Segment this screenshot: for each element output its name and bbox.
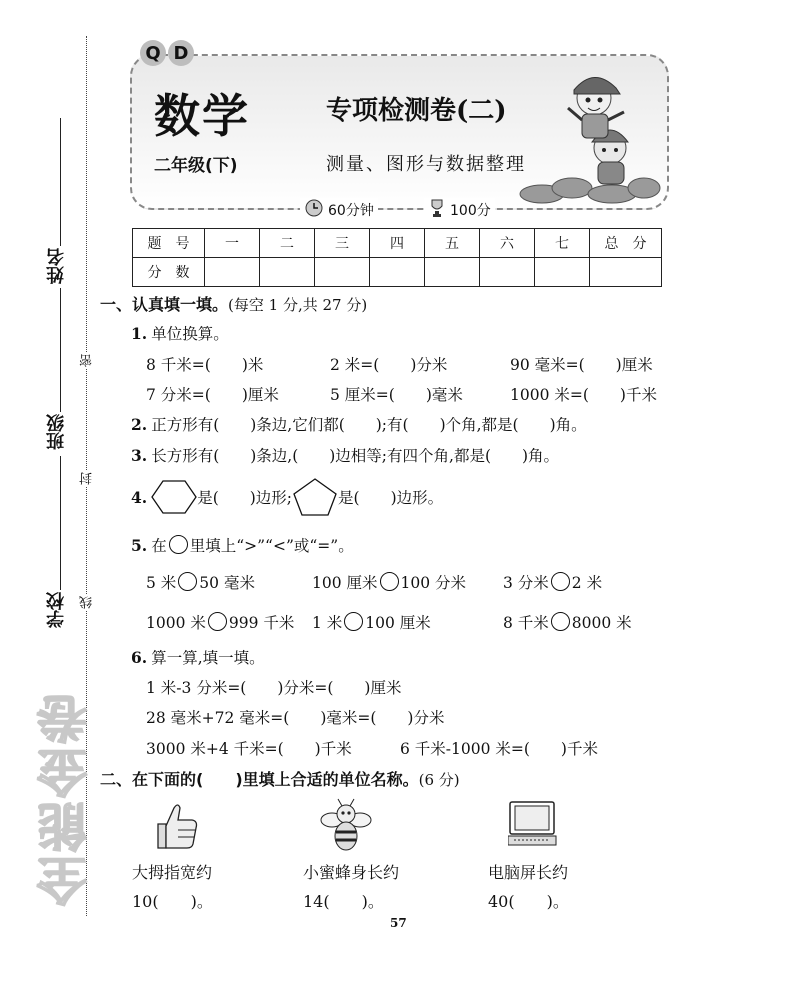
q6-text: 算一算,填一填。: [151, 649, 265, 667]
hexagon-shape: [151, 479, 197, 515]
compare-item[interactable]: [312, 611, 431, 633]
item-label: 小蜜蜂身长约: [303, 863, 400, 882]
badge-letter: D: [168, 40, 194, 66]
q2-number: 2.: [131, 415, 148, 434]
compare-right: 50 毫米: [199, 574, 255, 592]
q1-text: 单位换算。: [151, 325, 229, 343]
q1-item[interactable]: 2 米=( )分米: [330, 356, 448, 374]
compare-left: 1000 米: [146, 614, 206, 632]
score-cell[interactable]: [315, 258, 370, 287]
time-info: [300, 198, 378, 222]
q1-item[interactable]: 1000 米=( )千米: [510, 386, 657, 404]
table-cell: 分 数: [133, 258, 205, 287]
section2-heading: [100, 767, 460, 790]
item-answer[interactable]: 14( )。: [303, 892, 384, 911]
page-number: 57: [390, 916, 407, 930]
q6-number: 6.: [131, 648, 148, 667]
section2-note: (6 分): [418, 771, 460, 789]
time-value: 60分钟: [328, 203, 374, 219]
kids-illustration: [512, 62, 662, 208]
section1-title: 一、认真填一填。: [100, 295, 229, 314]
seal-mark-mi: 密: [80, 354, 95, 367]
section2-title: 二、在下面的( )里填上合适的单位名称。: [100, 770, 419, 789]
badge-letter: Q: [140, 40, 166, 66]
q4[interactable]: [131, 477, 443, 517]
school-blank-line[interactable]: [60, 456, 61, 590]
item-label: 大拇指宽约: [132, 863, 213, 882]
compare-circle[interactable]: [344, 612, 363, 631]
compare-right: 100 厘米: [365, 614, 431, 632]
q3-number: 3.: [131, 446, 148, 465]
q6-prompt: [131, 646, 265, 668]
clock-icon: [304, 198, 324, 222]
q1-prompt: [131, 322, 229, 344]
section1-note: (每空 1 分,共 27 分): [228, 296, 368, 314]
score-cell[interactable]: [590, 258, 662, 287]
score-cell[interactable]: [425, 258, 480, 287]
score-cell[interactable]: [370, 258, 425, 287]
compare-circle[interactable]: [380, 572, 399, 591]
compare-item[interactable]: [503, 571, 602, 593]
compare-item[interactable]: [146, 611, 294, 633]
q5-prompt: [131, 534, 354, 556]
q5-number: 5.: [131, 536, 148, 555]
subject-title: 数学: [154, 89, 250, 143]
name-blank-line[interactable]: [60, 118, 61, 246]
q6-line[interactable]: 3000 米+4 千米=( )千米: [146, 740, 352, 758]
qd-badge: [140, 40, 194, 66]
thumbs-up-icon: [152, 800, 200, 852]
compare-circle[interactable]: [551, 572, 570, 591]
section1-heading: [100, 292, 367, 315]
compare-circle[interactable]: [178, 572, 197, 591]
q4-number: 4.: [131, 487, 148, 507]
q5-text-b: 里填上“>”“<”或“=”。: [189, 537, 354, 555]
table-cell: 四: [370, 229, 425, 258]
q4-part2: 是( )边形。: [338, 489, 444, 507]
compare-item[interactable]: [312, 571, 466, 593]
table-cell: 六: [480, 229, 535, 258]
score-value: 100分: [450, 203, 491, 219]
bee-icon: [318, 798, 376, 854]
q6-line[interactable]: 6 千米-1000 米=( )千米: [400, 740, 598, 758]
score-cell[interactable]: [480, 258, 535, 287]
pentagon-shape: [292, 477, 338, 517]
compare-right: 2 米: [571, 574, 603, 592]
compare-item[interactable]: [503, 611, 632, 633]
q6-line[interactable]: 1 米-3 分米=( )分米=( )厘米: [146, 679, 402, 697]
class-blank-line[interactable]: [60, 288, 61, 412]
q4-part1: 是( )边形;: [197, 489, 293, 507]
exam-title: 专项检测卷(二): [326, 96, 507, 126]
score-table: [132, 228, 662, 287]
table-row: [133, 258, 662, 287]
q1-item[interactable]: 7 分米=( )厘米: [146, 386, 279, 404]
score-cell[interactable]: [205, 258, 260, 287]
item-answer[interactable]: 40( )。: [488, 892, 569, 911]
q2-text: 正方形有( )条边,它们都( );有( )个角,都是( )角。: [151, 416, 587, 434]
seal-mark-feng: 封: [80, 472, 95, 485]
topic-label: 测量、图形与数据整理: [326, 154, 526, 175]
table-row: [133, 229, 662, 258]
compare-left: 1 米: [312, 614, 343, 632]
compare-right: 100 分米: [400, 574, 467, 592]
compare-right: 999 千米: [228, 614, 295, 632]
name-label: 姓名: [46, 248, 67, 284]
compare-circle[interactable]: [208, 612, 227, 631]
compare-left: 3 分米: [503, 574, 549, 592]
compare-right: 8000 米: [571, 614, 632, 632]
compare-item[interactable]: [146, 571, 255, 593]
q6-line[interactable]: 28 毫米+72 毫米=( )毫米=( )分米: [146, 709, 445, 727]
compare-circle[interactable]: [551, 612, 570, 631]
table-cell: 总 分: [590, 229, 662, 258]
score-cell[interactable]: [260, 258, 315, 287]
table-cell: 题 号: [133, 229, 205, 258]
q1-item[interactable]: 5 厘米=( )毫米: [330, 386, 463, 404]
compare-left: 5 米: [146, 574, 177, 592]
table-cell: 二: [260, 229, 315, 258]
computer-monitor-icon: [508, 800, 558, 848]
q1-item[interactable]: 8 千米=( )米: [146, 356, 264, 374]
table-cell: 七: [535, 229, 590, 258]
item-answer[interactable]: 10( )。: [132, 892, 213, 911]
table-cell: 三: [315, 229, 370, 258]
trophy-icon: [428, 198, 446, 222]
table-cell: 一: [205, 229, 260, 258]
grade-label: 二年级(下): [154, 156, 238, 176]
table-cell: 五: [425, 229, 480, 258]
q1-number: 1.: [131, 324, 148, 343]
item-label: 电脑屏长约: [488, 863, 569, 882]
score-cell[interactable]: [535, 258, 590, 287]
school-label: 学校: [46, 592, 67, 628]
q2[interactable]: [131, 413, 587, 435]
seal-mark-xian: 线: [80, 596, 95, 609]
score-info: [424, 198, 495, 222]
q1-item[interactable]: 90 毫米=( )厘米: [510, 356, 653, 374]
circle-blank-icon: [169, 535, 188, 554]
q3[interactable]: [131, 444, 559, 466]
q3-text: 长方形有( )条边,( )边相等;有四个角,都是( )角。: [151, 447, 560, 465]
q5-text-a: 在: [151, 537, 167, 555]
brand-watermark: 全能金卷: [37, 690, 95, 906]
compare-left: 100 厘米: [312, 574, 378, 592]
compare-left: 8 千米: [503, 614, 549, 632]
class-label: 班级: [46, 414, 67, 450]
